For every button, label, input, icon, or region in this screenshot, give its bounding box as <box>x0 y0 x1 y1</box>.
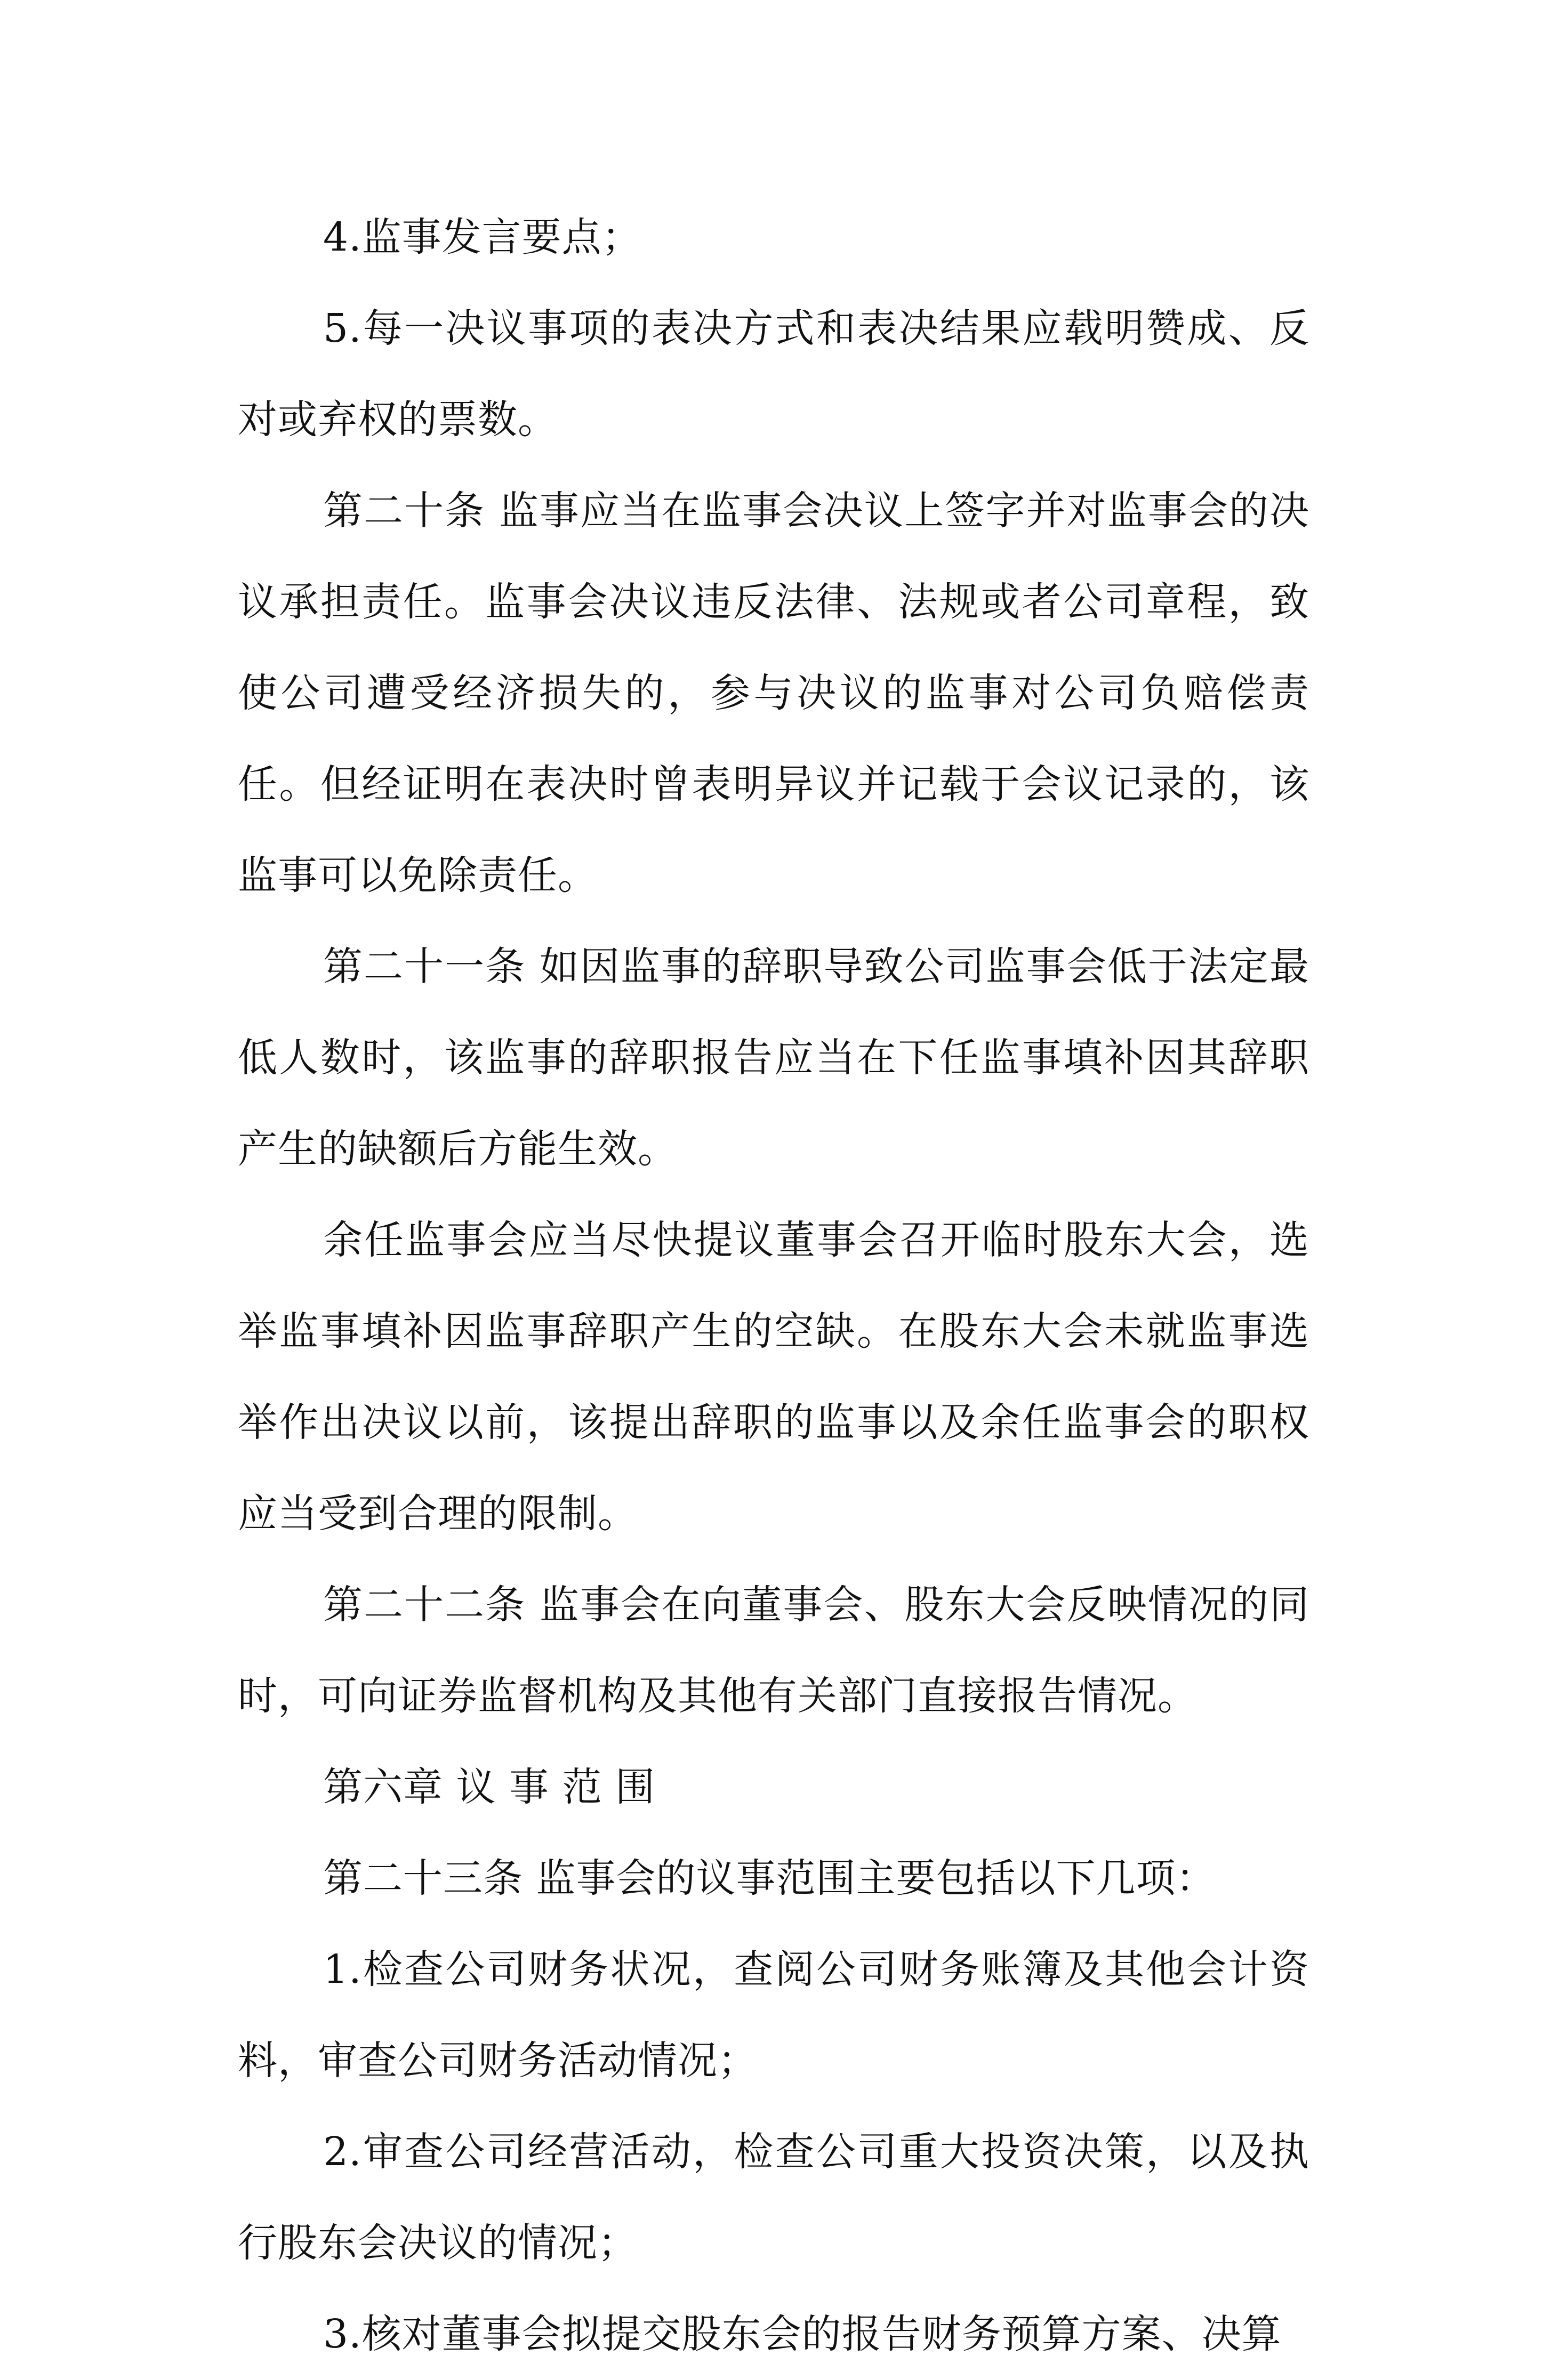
list-item-5-voting-method: 5.每一决议事项的表决方式和表决结果应载明赞成、反对或弃权的票数。 <box>238 305 1309 443</box>
article-23: 第二十三条 监事会的议事范围主要包括以下几项： <box>323 1855 1216 1901</box>
chapter-6-heading: 第六章 议 事 范 围 <box>323 1764 656 1810</box>
article-20: 第二十条 监事应当在监事会决议上签字并对监事会的决议承担责任。监事会决议违反法律、法规或者公司章程，致使公司遭受经济损失的，参与决议的监事对公司负赔偿责任。但经证明在表决时曾表明异议并记载于会议记录的，该监事可以免除责任。 <box>238 488 1309 898</box>
list-item-4-speech-points: 4.监事发言要点； <box>323 214 642 260</box>
scope-item-2: 2.审查公司经营活动，检查公司重大投资决策，以及执行股东会决议的情况； <box>238 2129 1309 2266</box>
article-22: 第二十二条 监事会在向董事会、股东大会反映情况的同时，可向证券监督机构及其他有关部门直接报告情况。 <box>238 1582 1309 1719</box>
document-body <box>238 192 1309 2380</box>
article-21-remaining-board: 余任监事会应当尽快提议董事会召开临时股东大会，选举监事填补因监事辞职产生的空缺。在股东大会未就监事选举作出决议以前，该提出辞职的监事以及余任监事会的职权应当受到合理的限制。 <box>238 1217 1309 1537</box>
scope-item-3: 3.核对董事会拟提交股东会的报告财务预算方案、决算 <box>323 2311 1282 2357</box>
article-21: 第二十一条 如因监事的辞职导致公司监事会低于法定最低人数时，该监事的辞职报告应当在下任监事填补因其辞职产生的缺额后方能生效。 <box>238 944 1309 1172</box>
scope-item-1: 1.检查公司财务状况，查阅公司财务账簿及其他会计资料，审查公司财务活动情况； <box>238 1947 1309 2084</box>
